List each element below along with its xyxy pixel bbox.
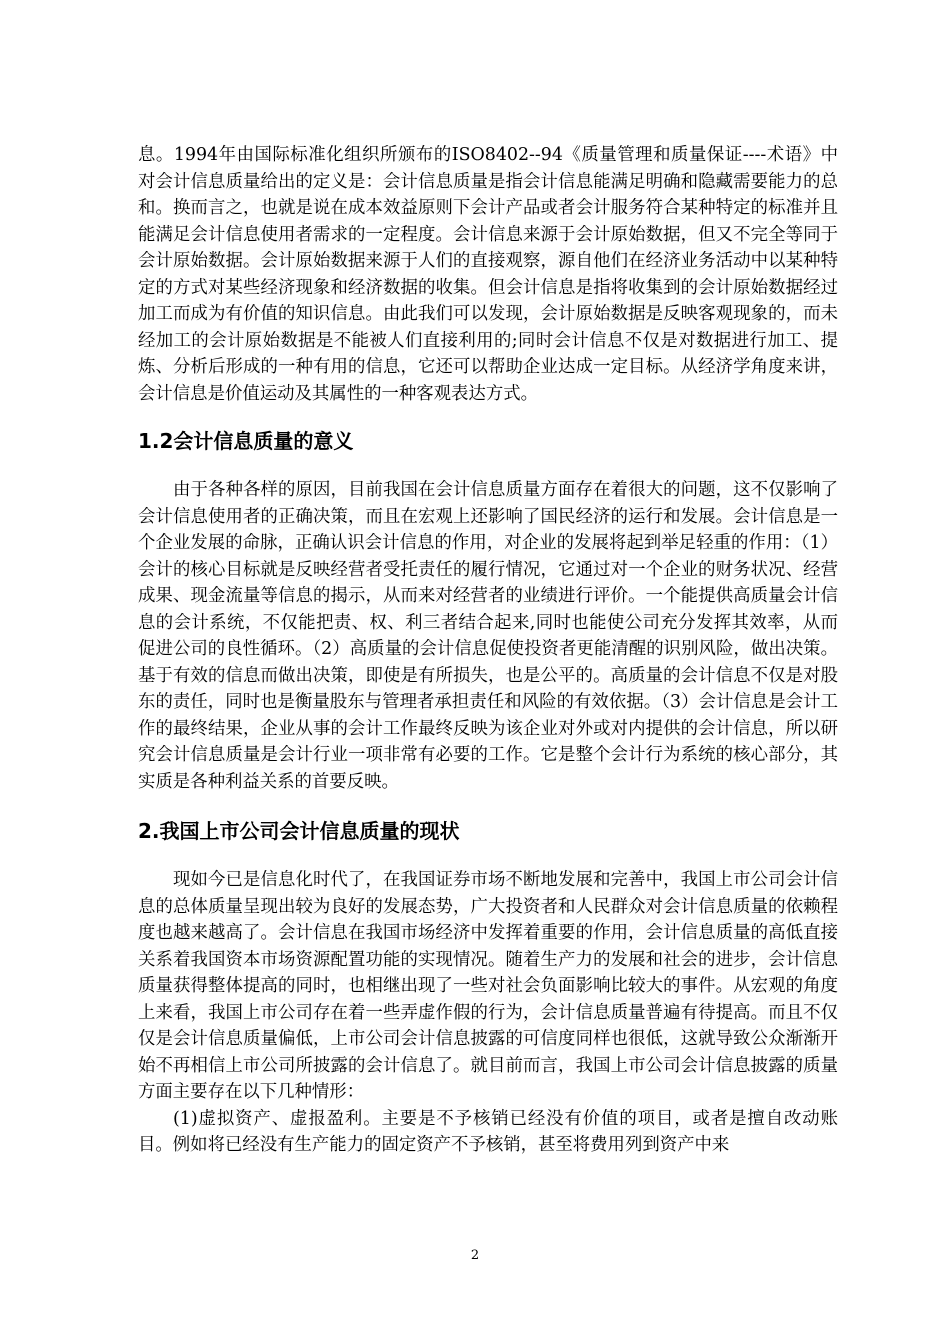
paragraph-significance: 由于各种各样的原因，目前我国在会计信息质量方面存在着很大的问题，这不仅影响了会计信息使用者的正确决策，而且在宏观上还影响了国民经济的运行和发展。会计信息是一个企业发展的命脉，正确认识会计信息的作用，对企业的发展将起到举足轻重的作用：（1）会计的核心目标就是反映经营者受托责任的履行情况，它通过对一个企业的财务状况、经营成果、现金流量等信息的揭示，从而来对经营者的业绩进行评价。一个能提供高质量会计信息的会计系统，不仅能把责、权、利三者结合起来,同时也能使公司充分发挥其效率，从而促进公司的良性循环。（2）高质量的会计信息促使投资者更能清醒的识别风险，做出决策。基于有效的信息而做出决策，即使是有所损失，也是公平的。高质量的会计信息不仅是对股东的责任，同时也是衡量股东与管理者承担责任和风险的有效依据。（3）会计信息是会计工作的最终结果，企业从事的会计工作最终反映为该企业对外或对内提供的会计信息，所以研究会计信息质量是会计行业一项非常有必要的工作。它是整个会计行为系统的核心部分，其实质是各种利益关系的首要反映。 — [138, 480, 838, 792]
paragraph-definition: 息。1994年由国际标准化组织所颁布的ISO8402--94《质量管理和质量保证----术语》中对会计信息质量给出的定义是：会计信息质量是指会计信息能满足明确和隐藏需要能力的总和。换而言之，也就是说在成本效益原则下会计产品或者会计服务符合某种特定的标准并且能满足会计信息使用者需求的一定程度。会计信息来源于会计原始数据，但又不完全等同于会计原始数据。会计原始数据来源于人们的直接观察，源自他们在经济业务活动中以某种特定的方式对某些经济现象和经济数据的收集。但会计信息是指将收集到的会计原始数据经过加工而成为有价值的知识信息。由此我们可以发现，会计原始数据是反映客观现象的，而未经加工的会计原始数据是不能被人们直接利用的;同时会计信息不仅是对数据进行加工、提炼、分析后形成的一种有用的信息，它还可以帮助企业达成一定目标。从经济学角度来讲，会计信息是价值运动及其属性的一种客观表达方式。 — [138, 145, 838, 404]
paragraph-current-status: 现如今已是信息化时代了，在我国证券市场不断地发展和完善中，我国上市公司会计信息的总体质量呈现出较为良好的发展态势，广大投资者和人民群众对会计信息质量的依赖程度也越来越高了。会计信息在我国市场经济中发挥着重要的作用，会计信息质量的高低直接关系着我国资本市场资源配置功能的实现情况。随着生产力的发展和社会的进步，会计信息质量获得整体提高的同时，也相继出现了一些对社会负面影响比较大的事件。从宏观的角度上来看，我国上市公司存在着一些弄虚作假的行为，会计信息质量普遍有待提高。而且不仅仅是会计信息质量偏低，上市公司会计信息披露的可信度同样也很低，这就导致公众渐渐开始不再相信上市公司所披露的会计信息了。就目前而言，我国上市公司会计信息披露的质量方面主要存在以下几种情形： — [138, 870, 838, 1102]
section-heading-1-2: 1.2会计信息质量的意义 — [138, 429, 354, 453]
paragraph-list-item-1: (1)虚拟资产、虚报盈利。主要是不予核销已经没有价值的项目，或者是擅自改动账目。例如将已经没有生产能力的固定资产不予核销，甚至将费用列到资产中来 — [138, 1108, 838, 1155]
page-number: 2 — [470, 1248, 480, 1263]
document-body — [138, 142, 838, 1159]
section-heading-2: 2.我国上市公司会计信息质量的现状 — [138, 819, 460, 843]
